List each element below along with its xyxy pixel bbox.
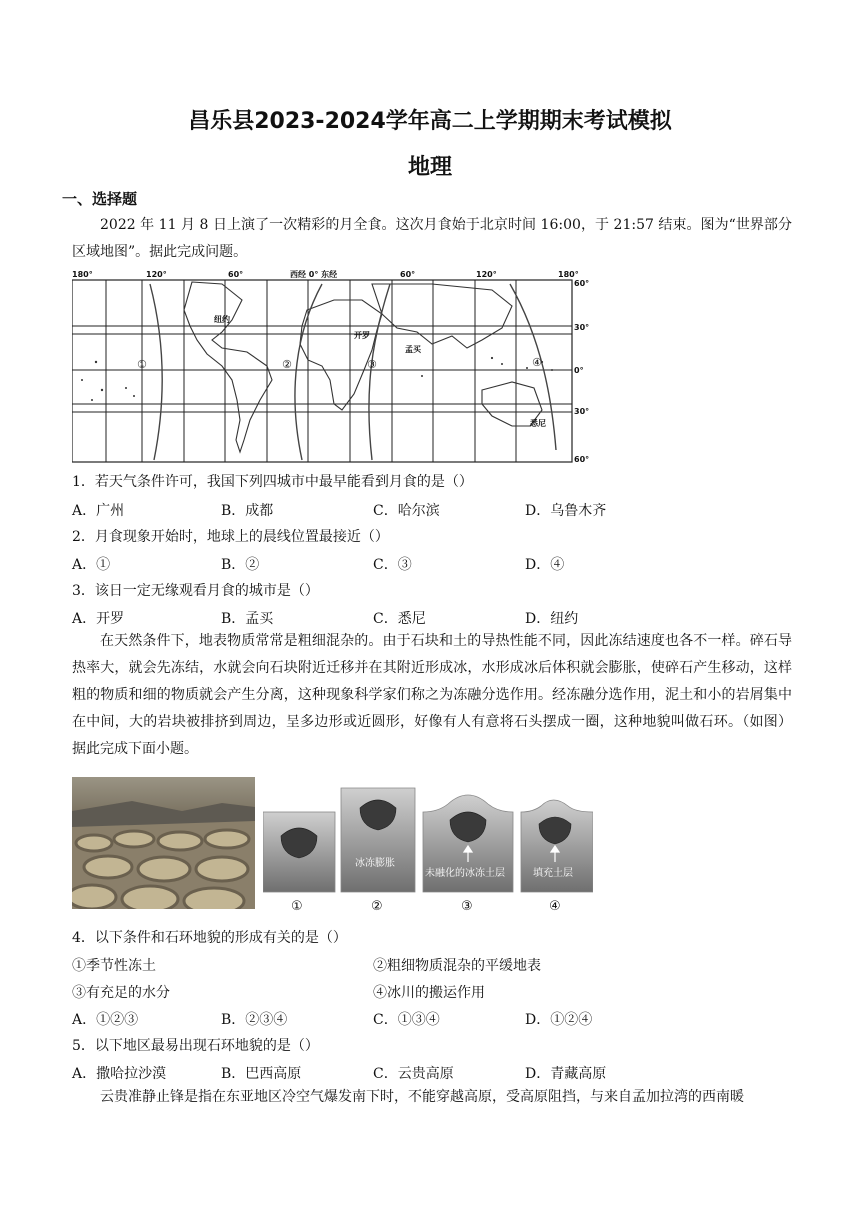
- q4-option-c: C．①③④: [373, 1012, 440, 1028]
- q4-condition-3: ③有充足的水分: [72, 985, 170, 1001]
- diagram-label-3: 填充土层: [533, 868, 573, 879]
- diagram-label-1: 冰冻膨胀: [355, 858, 395, 869]
- q5-option-d: D．青藏高原: [525, 1066, 607, 1082]
- q4-option-d: D．①②④: [525, 1012, 593, 1028]
- svg-text:开罗: 开罗: [354, 331, 370, 340]
- q1-option-a: A．广州: [72, 503, 125, 519]
- q1-option-d: D．乌鲁木齐: [525, 503, 607, 519]
- question-2: 2．月食现象开始时，地球上的晨线位置最接近（）: [72, 529, 389, 545]
- question-3: 3．该日一定无缘观看月食的城市是（）: [72, 583, 319, 599]
- svg-text:①: ①: [137, 358, 147, 371]
- q3-option-d: D．纽约: [525, 611, 579, 627]
- question-5: 5．以下地区最易出现石环地貌的是（）: [72, 1038, 319, 1054]
- world-map: [72, 270, 590, 466]
- stone-ring-photo: [72, 777, 255, 909]
- q5-option-c: C．云贵高原: [373, 1066, 454, 1082]
- diagram-number-3: ③: [461, 899, 473, 914]
- svg-text:30°: 30°: [574, 407, 590, 416]
- q3-option-c: C．悉尼: [373, 611, 426, 627]
- q4-condition-4: ④冰川的搬运作用: [373, 985, 485, 1001]
- svg-text:悉尼: 悉尼: [530, 419, 546, 428]
- q3-option-b: B．孟买: [221, 611, 274, 627]
- q4-condition-2: ②粗细物质混杂的平缓地表: [373, 958, 541, 974]
- svg-text:120°: 120°: [146, 270, 167, 279]
- svg-text:180°: 180°: [72, 270, 93, 279]
- q5-option-b: B．巴西高原: [221, 1066, 302, 1082]
- q2-option-d: D．④: [525, 557, 565, 573]
- q3-option-a: A．开罗: [72, 611, 125, 627]
- diagram-label-2: 未融化的冰冻土层: [425, 868, 505, 879]
- page-title: 昌乐县2023-2024学年高二上学期期末考试模拟: [188, 109, 672, 134]
- question-4: 4．以下条件和石环地貌的形成有关的是（）: [72, 930, 347, 946]
- svg-text:180°: 180°: [558, 270, 579, 279]
- svg-text:西经 0° 东经: 西经 0° 东经: [290, 270, 338, 279]
- q4-option-b: B．②③④: [221, 1012, 288, 1028]
- svg-text:0°: 0°: [574, 366, 584, 375]
- q2-option-b: B．②: [221, 557, 260, 573]
- svg-text:④: ④: [532, 356, 542, 369]
- q1-option-b: B．成都: [221, 503, 274, 519]
- svg-text:120°: 120°: [476, 270, 497, 279]
- diagram-number-1: ①: [291, 899, 303, 914]
- passage-1: 2022 年 11 月 8 日上演了一次精彩的月全食。这次月食始于北京时间 16:00，于 21:57 结束。图为“世界部分区域地图”。据此完成问题。: [72, 217, 792, 260]
- svg-text:30°: 30°: [574, 323, 590, 332]
- q4-option-a: A．①②③: [72, 1012, 139, 1028]
- q4-condition-1: ①季节性冻土: [72, 958, 156, 974]
- svg-text:③: ③: [367, 358, 377, 371]
- passage-2: 在天然条件下，地表物质常常是粗细混杂的。由于石块和土的导热性能不同，因此冻结速度也各不一样。碎石导热率大，就会先冻结，水就会向石块附近迁移并在其附近形成冰，水形成冰后体积就会膨胀，使碎石产生移动，这样粗的物质和细的物质就会产生分离，这种现象科学家们称之为冻融分选作用。经冻融分选作用，泥土和小的岩屑集中在中间，大的岩块被排挤到周边，呈多边形或近圆形，好像有人有意将石头摆成一圈，这种地貌叫做石环。（如图）据此完成下面小题。: [72, 633, 792, 757]
- svg-text:60°: 60°: [228, 270, 244, 279]
- q1-option-c: C．哈尔滨: [373, 503, 440, 519]
- frost-sorting-diagram: [263, 786, 593, 916]
- q2-option-a: A．①: [72, 557, 111, 573]
- diagram-number-4: ④: [549, 899, 561, 914]
- diagram-number-2: ②: [371, 899, 383, 914]
- passage-3: 云贵准静止锋是指在东亚地区冷空气爆发南下时，不能穿越高原，受高原阻挡，与来自孟加拉湾的西南暖: [100, 1089, 744, 1105]
- question-1: 1．若天气条件许可，我国下列四城市中最早能看到月食的是（）: [72, 474, 473, 490]
- subject-title: 地理: [407, 155, 452, 180]
- svg-text:60°: 60°: [574, 455, 590, 464]
- q2-option-c: C．③: [373, 557, 412, 573]
- svg-text:纽约: 纽约: [214, 315, 230, 324]
- svg-text:孟买: 孟买: [405, 345, 421, 354]
- svg-text:60°: 60°: [400, 270, 416, 279]
- svg-text:②: ②: [282, 358, 292, 371]
- q5-option-a: A．撒哈拉沙漠: [72, 1066, 167, 1082]
- svg-text:60°: 60°: [574, 279, 590, 288]
- section-heading: 一、选择题: [62, 190, 138, 208]
